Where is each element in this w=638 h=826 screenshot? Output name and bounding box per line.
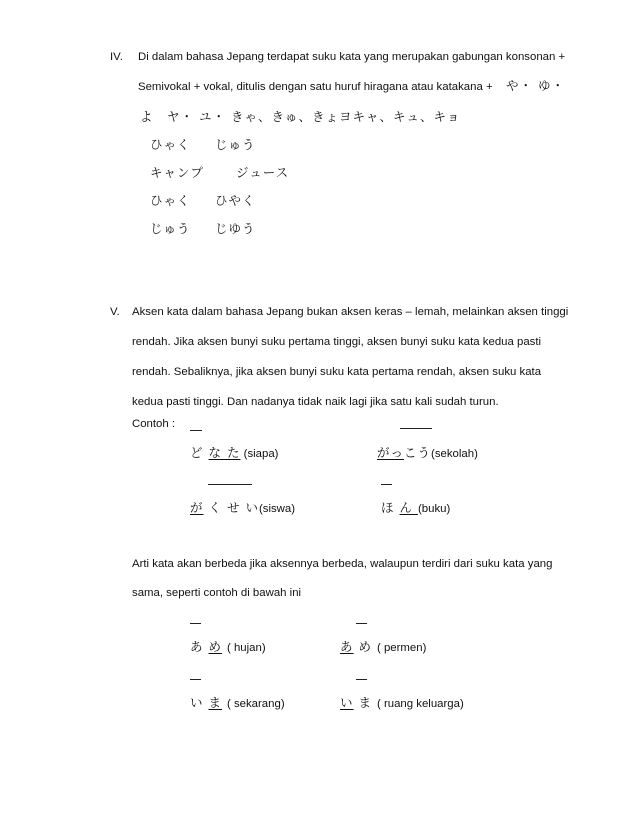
example-dotata: ど な た (siapa) xyxy=(190,445,279,460)
contoh-label: Contoh : xyxy=(132,418,176,430)
paragraph-line-2: sama, seperti contoh di bawah ini xyxy=(132,587,302,599)
example-ame-hujan: あ め ( hujan) xyxy=(190,639,266,654)
accent-bar xyxy=(190,679,201,680)
kana-example-1a: ひゃく xyxy=(150,137,191,152)
accent-bar xyxy=(190,430,202,431)
example-gakusei: が く せ い(siswa) xyxy=(190,500,296,515)
example-hon: ほ ん (buku) xyxy=(381,500,451,515)
accent-bar xyxy=(208,484,252,485)
section-v-line-2: rendah. Jika aksen bunyi suku pertama tinggi, aksen bunyi suku kata kedua pasti xyxy=(132,336,542,348)
accent-bar xyxy=(356,679,367,680)
kana-example-2a: キャンプ xyxy=(150,165,205,180)
section-v-line-3: rendah. Sebaliknya, jika aksen bunyi suku kata pertama rendah, aksen suku kata xyxy=(132,366,542,378)
accent-bar xyxy=(190,623,201,624)
example-ima-keluarga: い ま ( ruang keluarga) xyxy=(340,695,464,710)
paragraph-line-1: Arti kata akan berbeda jika aksennya berbeda, walaupun terdiri dari suku kata yang xyxy=(132,558,553,570)
kana-example-1b: じゅう xyxy=(215,137,256,152)
kana-example-3a: ひゃく xyxy=(150,193,191,208)
kana-example-4a: じゅう xyxy=(150,221,191,236)
section-v-number: V. xyxy=(110,306,120,318)
kana-example-2b: ジュース xyxy=(236,165,290,180)
section-v-line-1: Aksen kata dalam bahasa Jepang bukan aksen keras – lemah, melainkan aksen tinggi xyxy=(132,306,569,318)
example-ima-sekarang: い ま ( sekarang) xyxy=(190,695,285,710)
example-gakkou: がっこう(sekolah) xyxy=(377,445,478,460)
section-iv-number: IV. xyxy=(110,51,123,63)
kana-example-4b: じゆう xyxy=(215,221,256,236)
accent-bar xyxy=(356,623,367,624)
section-iv-line-2-kana: や・ ゆ・ xyxy=(506,78,565,93)
accent-bar xyxy=(381,484,392,485)
section-iv-line-2: Semivokal + vokal, ditulis dengan satu huruf hiragana atau katakana + xyxy=(138,81,493,93)
section-iv-line-1: Di dalam bahasa Jepang terdapat suku kata yang merupakan gabungan konsonan + xyxy=(138,51,566,63)
kana-example-3b: ひやく xyxy=(215,193,256,208)
accent-bar xyxy=(400,428,432,429)
section-v-line-4: kedua pasti tinggi. Dan nadanya tidak naik lagi jika satu kali sudah turun. xyxy=(132,396,499,408)
section-iv-line-3: よ ヤ・ ユ・ きゃ、きゅ、きょヨキャ、キュ、キョ xyxy=(140,109,461,124)
example-ame-permen: あ め ( permen) xyxy=(340,639,427,654)
